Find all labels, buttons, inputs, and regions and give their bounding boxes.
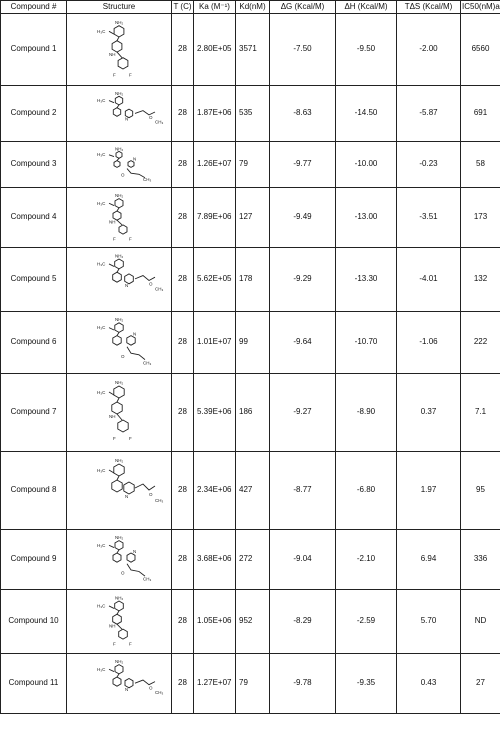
svg-text:O: O — [149, 684, 153, 690]
dg-cell: -8.77 — [270, 452, 336, 530]
kd-cell: 535 — [236, 86, 270, 142]
dh-cell: -9.35 — [336, 654, 397, 714]
tds-cell: 0.43 — [397, 654, 461, 714]
svg-text:H₃C: H₃C — [97, 261, 106, 267]
dh-cell: -13.00 — [336, 188, 397, 248]
compound-name: Compound 3 — [1, 142, 67, 188]
kd-cell: 272 — [236, 530, 270, 590]
tds-cell: 0.37 — [397, 374, 461, 452]
header-row — [1, 1, 500, 14]
ic50-cell: 95 — [461, 452, 500, 530]
ka-cell: 1.27E+07 — [194, 654, 236, 714]
svg-text:NH: NH — [109, 218, 116, 224]
svg-text:H₃C: H₃C — [97, 603, 106, 609]
ic50-cell: 58 — [461, 142, 500, 188]
svg-text:NH₂: NH₂ — [115, 19, 124, 25]
structure-drawing — [67, 590, 172, 654]
ka-cell: 1.26E+07 — [194, 142, 236, 188]
svg-text:F: F — [129, 641, 132, 647]
molecule-drawing — [74, 315, 164, 371]
ic50-cell: 6560 — [461, 14, 500, 86]
table-row — [1, 654, 500, 714]
tds-cell: 6.94 — [397, 530, 461, 590]
ka-cell: 1.01E+07 — [194, 312, 236, 374]
dh-cell: -6.80 — [336, 452, 397, 530]
compound-name: Compound 10 — [1, 590, 67, 654]
temp-cell: 28 — [172, 188, 194, 248]
svg-text:NH: NH — [109, 622, 116, 628]
molecule-drawing — [74, 455, 164, 527]
molecule-drawing — [74, 89, 164, 139]
compound-name: Compound 1 — [1, 14, 67, 86]
svg-text:F: F — [113, 641, 116, 647]
svg-text:F: F — [113, 235, 116, 241]
molecule-drawing — [74, 377, 164, 449]
dg-cell: -9.29 — [270, 248, 336, 312]
svg-text:F: F — [129, 72, 132, 78]
dh-cell: -10.70 — [336, 312, 397, 374]
compound-name: Compound 5 — [1, 248, 67, 312]
ka-cell: 5.62E+05 — [194, 248, 236, 312]
dg-cell: -7.50 — [270, 14, 336, 86]
molecule-drawing — [74, 251, 164, 309]
svg-text:NH: NH — [109, 51, 116, 57]
ic50-cell: 132 — [461, 248, 500, 312]
temp-cell: 28 — [172, 14, 194, 86]
molecule-drawing — [74, 191, 164, 245]
svg-text:NH₂: NH₂ — [115, 145, 124, 151]
dh-cell: -13.30 — [336, 248, 397, 312]
structure-drawing — [67, 530, 172, 590]
structure-drawing — [67, 374, 172, 452]
dh-cell: -10.00 — [336, 142, 397, 188]
header-structure: Structure — [67, 1, 172, 14]
svg-text:NH₂: NH₂ — [115, 252, 124, 258]
temp-cell: 28 — [172, 590, 194, 654]
svg-text:N: N — [125, 686, 129, 692]
dg-cell: -8.63 — [270, 86, 336, 142]
svg-text:NH₂: NH₂ — [115, 594, 124, 600]
svg-text:NH₂: NH₂ — [115, 316, 124, 322]
compound-name: Compound 6 — [1, 312, 67, 374]
svg-text:F: F — [129, 235, 132, 241]
temp-cell: 28 — [172, 142, 194, 188]
kd-cell: 427 — [236, 452, 270, 530]
header-temp: T (C) — [172, 1, 194, 14]
ic50-cell: 27 — [461, 654, 500, 714]
temp-cell: 28 — [172, 530, 194, 590]
kd-cell: 99 — [236, 312, 270, 374]
tds-cell: -0.23 — [397, 142, 461, 188]
svg-text:NH₂: NH₂ — [115, 90, 124, 96]
svg-text:NH₂: NH₂ — [115, 192, 124, 198]
temp-cell: 28 — [172, 312, 194, 374]
svg-text:H₃C: H₃C — [97, 151, 106, 157]
tds-cell: 5.70 — [397, 590, 461, 654]
kd-cell: 952 — [236, 590, 270, 654]
structure-drawing — [67, 86, 172, 142]
ka-cell: 1.87E+06 — [194, 86, 236, 142]
molecule-drawing — [74, 657, 164, 711]
svg-text:N: N — [133, 331, 137, 337]
molecule-drawing — [74, 593, 164, 651]
svg-text:O: O — [121, 172, 125, 178]
temp-cell: 28 — [172, 654, 194, 714]
header-dg: ΔG (Kcal/M) — [270, 1, 336, 14]
table-row — [1, 530, 500, 590]
tds-cell: -1.06 — [397, 312, 461, 374]
svg-text:H₃C: H₃C — [97, 542, 106, 548]
svg-text:CH₃: CH₃ — [143, 576, 152, 582]
svg-text:F: F — [113, 435, 116, 441]
table-row — [1, 14, 500, 86]
header-ka: Ka (M⁻¹) — [194, 1, 236, 14]
table-row — [1, 188, 500, 248]
tds-cell: 1.97 — [397, 452, 461, 530]
dh-cell: -14.50 — [336, 86, 397, 142]
table-row — [1, 590, 500, 654]
header-ic50: IC50(nM)a — [461, 1, 500, 14]
molecule-drawing — [74, 145, 164, 185]
kd-cell: 186 — [236, 374, 270, 452]
tds-cell: -3.51 — [397, 188, 461, 248]
svg-text:H₃C: H₃C — [97, 200, 106, 206]
molecule-drawing — [74, 533, 164, 587]
svg-text:N: N — [125, 116, 129, 122]
compound-name: Compound 11 — [1, 654, 67, 714]
ic50-cell: 336 — [461, 530, 500, 590]
compound-name: Compound 9 — [1, 530, 67, 590]
svg-text:NH₂: NH₂ — [115, 658, 124, 664]
svg-text:F: F — [129, 435, 132, 441]
table-row — [1, 142, 500, 188]
ka-cell: 5.39E+06 — [194, 374, 236, 452]
structure-drawing — [67, 142, 172, 188]
svg-text:N: N — [133, 548, 137, 554]
kd-cell: 3571 — [236, 14, 270, 86]
svg-text:NH₂: NH₂ — [115, 379, 124, 385]
ka-cell: 3.68E+06 — [194, 530, 236, 590]
svg-text:NH: NH — [109, 413, 116, 419]
dg-cell: -9.04 — [270, 530, 336, 590]
temp-cell: 28 — [172, 248, 194, 312]
svg-text:H₃C: H₃C — [97, 28, 106, 34]
svg-text:O: O — [149, 114, 153, 120]
structure-drawing — [67, 14, 172, 86]
structure-drawing — [67, 654, 172, 714]
table-row — [1, 374, 500, 452]
svg-text:CH₃: CH₃ — [155, 689, 164, 695]
compound-name: Compound 7 — [1, 374, 67, 452]
structure-drawing — [67, 188, 172, 248]
dh-cell: -9.50 — [336, 14, 397, 86]
dg-cell: -9.78 — [270, 654, 336, 714]
svg-text:H₃C: H₃C — [97, 467, 106, 473]
table-row — [1, 86, 500, 142]
structure-drawing — [67, 312, 172, 374]
molecule-drawing — [74, 17, 164, 83]
svg-text:CH₃: CH₃ — [155, 497, 164, 503]
svg-text:CH₃: CH₃ — [143, 359, 152, 365]
dg-cell: -9.77 — [270, 142, 336, 188]
compound-name: Compound 8 — [1, 452, 67, 530]
svg-text:CH₃: CH₃ — [155, 118, 164, 124]
tds-cell: -2.00 — [397, 14, 461, 86]
table-row — [1, 312, 500, 374]
temp-cell: 28 — [172, 86, 194, 142]
tds-cell: -5.87 — [397, 86, 461, 142]
svg-text:CH₃: CH₃ — [155, 285, 164, 291]
svg-text:O: O — [149, 280, 153, 286]
ic50-cell: ND — [461, 590, 500, 654]
ic50-cell: 222 — [461, 312, 500, 374]
svg-text:H₃C: H₃C — [97, 389, 106, 395]
kd-cell: 178 — [236, 248, 270, 312]
header-dh: ΔH (Kcal/M) — [336, 1, 397, 14]
svg-text:F: F — [113, 72, 116, 78]
svg-text:O: O — [121, 353, 125, 359]
temp-cell: 28 — [172, 374, 194, 452]
dg-cell: -9.27 — [270, 374, 336, 452]
svg-text:NH₂: NH₂ — [115, 534, 124, 540]
header-tds: TΔS (Kcal/M) — [397, 1, 461, 14]
svg-text:N: N — [125, 282, 129, 288]
table-row — [1, 248, 500, 312]
table-row — [1, 452, 500, 530]
ka-cell: 2.34E+06 — [194, 452, 236, 530]
dg-cell: -9.49 — [270, 188, 336, 248]
structure-drawing — [67, 452, 172, 530]
dh-cell: -2.10 — [336, 530, 397, 590]
compound-name: Compound 4 — [1, 188, 67, 248]
header-kd: Kd(nM) — [236, 1, 270, 14]
ka-cell: 1.05E+06 — [194, 590, 236, 654]
dg-cell: -8.29 — [270, 590, 336, 654]
tds-cell: -4.01 — [397, 248, 461, 312]
svg-text:O: O — [149, 491, 153, 497]
dg-cell: -9.64 — [270, 312, 336, 374]
kd-cell: 127 — [236, 188, 270, 248]
ka-cell: 2.80E+05 — [194, 14, 236, 86]
svg-text:NH₂: NH₂ — [115, 457, 124, 463]
svg-text:N: N — [133, 156, 137, 162]
svg-text:CH₃: CH₃ — [143, 176, 152, 182]
ic50-cell: 691 — [461, 86, 500, 142]
header-compound: Compound # — [1, 1, 67, 14]
structure-drawing — [67, 248, 172, 312]
ic50-cell: 173 — [461, 188, 500, 248]
kd-cell: 79 — [236, 654, 270, 714]
svg-text:H₃C: H₃C — [97, 324, 106, 330]
dh-cell: -2.59 — [336, 590, 397, 654]
kd-cell: 79 — [236, 142, 270, 188]
svg-text:H₃C: H₃C — [97, 97, 106, 103]
svg-text:N: N — [125, 493, 129, 499]
compound-name: Compound 2 — [1, 86, 67, 142]
ka-cell: 7.89E+06 — [194, 188, 236, 248]
temp-cell: 28 — [172, 452, 194, 530]
dh-cell: -8.90 — [336, 374, 397, 452]
ic50-cell: 7.1 — [461, 374, 500, 452]
svg-text:O: O — [121, 570, 125, 576]
svg-text:H₃C: H₃C — [97, 666, 106, 672]
